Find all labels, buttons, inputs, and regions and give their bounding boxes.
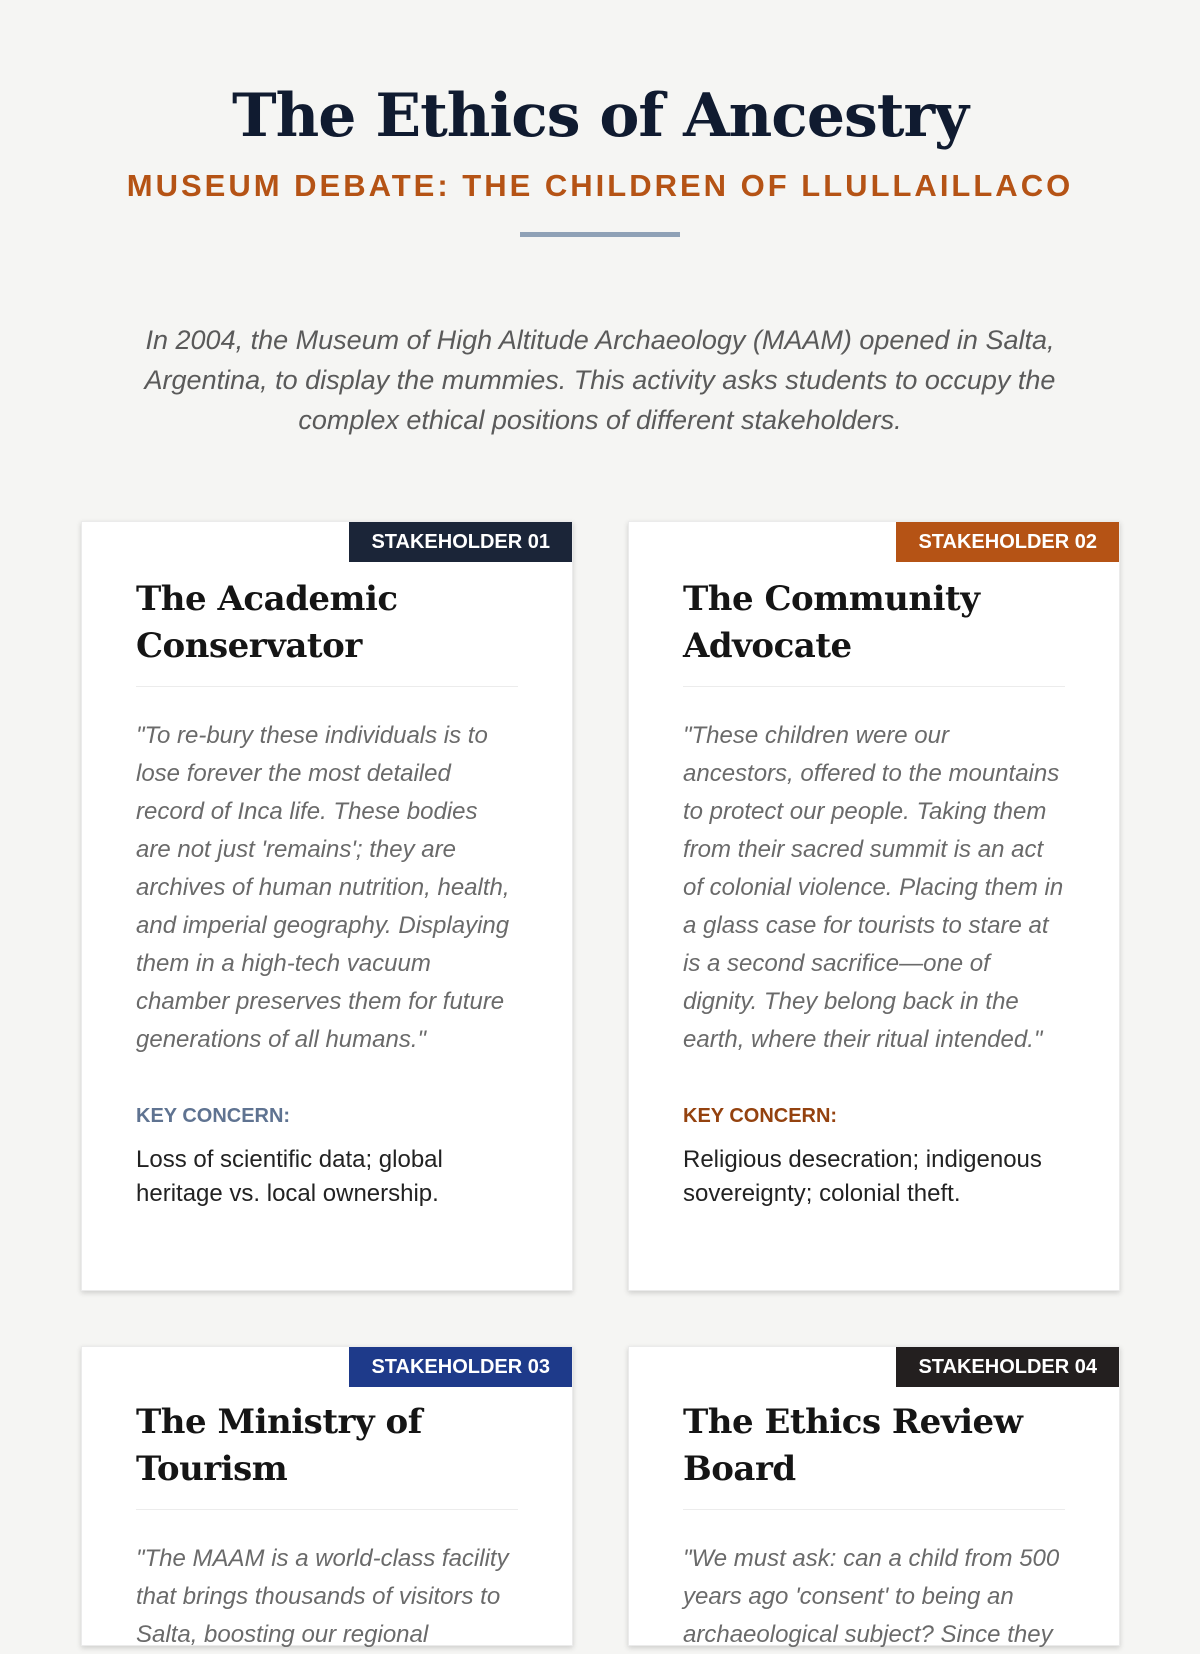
stakeholder-quote: "We must ask: can a child from 500 years ago 'consent' to being an archaeological subject? Since they [683, 1545, 1060, 1648]
stakeholder-card-03 [81, 1346, 573, 1646]
key-concern-label: KEY CONCERN: [683, 1105, 838, 1127]
intro-paragraph: In 2004, the Museum of High Altitude Archaeology (MAAM) opened in Salta, Argentina, to display the mummies. This activity asks students to occupy the complex ethical positions of different stakeholders. [144, 325, 1056, 435]
stakeholder-card-01 [81, 521, 573, 1291]
stakeholder-tag: STAKEHOLDER 01 [349, 522, 572, 562]
card-title: The Ministry of Tourism [136, 1399, 518, 1510]
page-header [0, 78, 1200, 237]
key-concern-text: Loss of scientific data; global heritage vs. local ownership. [136, 1146, 443, 1207]
stakeholder-tag: STAKEHOLDER 02 [896, 522, 1119, 562]
key-concern-text: Religious desecration; indigenous sovereignty; colonial theft. [683, 1146, 1042, 1207]
title-divider [520, 232, 680, 237]
stakeholder-card-02 [628, 521, 1120, 1291]
card-title: The Academic Conservator [136, 576, 518, 687]
stakeholder-quote: "These children were our ancestors, offered to the mountains to protect our people. Taking them from their sacred summit is an act of colonial violence. Placing them in a glass case for tourists to stare at is a second sacrifice—one of dignity. They belong back in the earth, where their ritual intended." [683, 722, 1064, 1053]
stakeholder-card-04 [628, 1346, 1120, 1646]
stakeholder-tag: STAKEHOLDER 03 [349, 1347, 572, 1387]
stakeholder-quote: "The MAAM is a world-class facility that brings thousands of visitors to Salta, boosting our regional [136, 1545, 509, 1648]
page-subtitle: MUSEUM DEBATE: THE CHILDREN OF LLULLAILLACO [126, 168, 1074, 203]
card-title: The Community Advocate [683, 576, 1065, 687]
stakeholder-tag: STAKEHOLDER 04 [896, 1347, 1119, 1387]
card-title: The Ethics Review Board [683, 1399, 1065, 1510]
key-concern-label: KEY CONCERN: [136, 1105, 291, 1127]
page-title: The Ethics of Ancestry [232, 81, 968, 151]
stakeholder-quote: "To re-bury these individuals is to lose forever the most detailed record of Inca life. These bodies are not just 'remains'; they are archives of human nutrition, health, and imperial geography. Displaying them in a high-tech vacuum chamber preserves them for future generations of all humans." [136, 722, 510, 1053]
